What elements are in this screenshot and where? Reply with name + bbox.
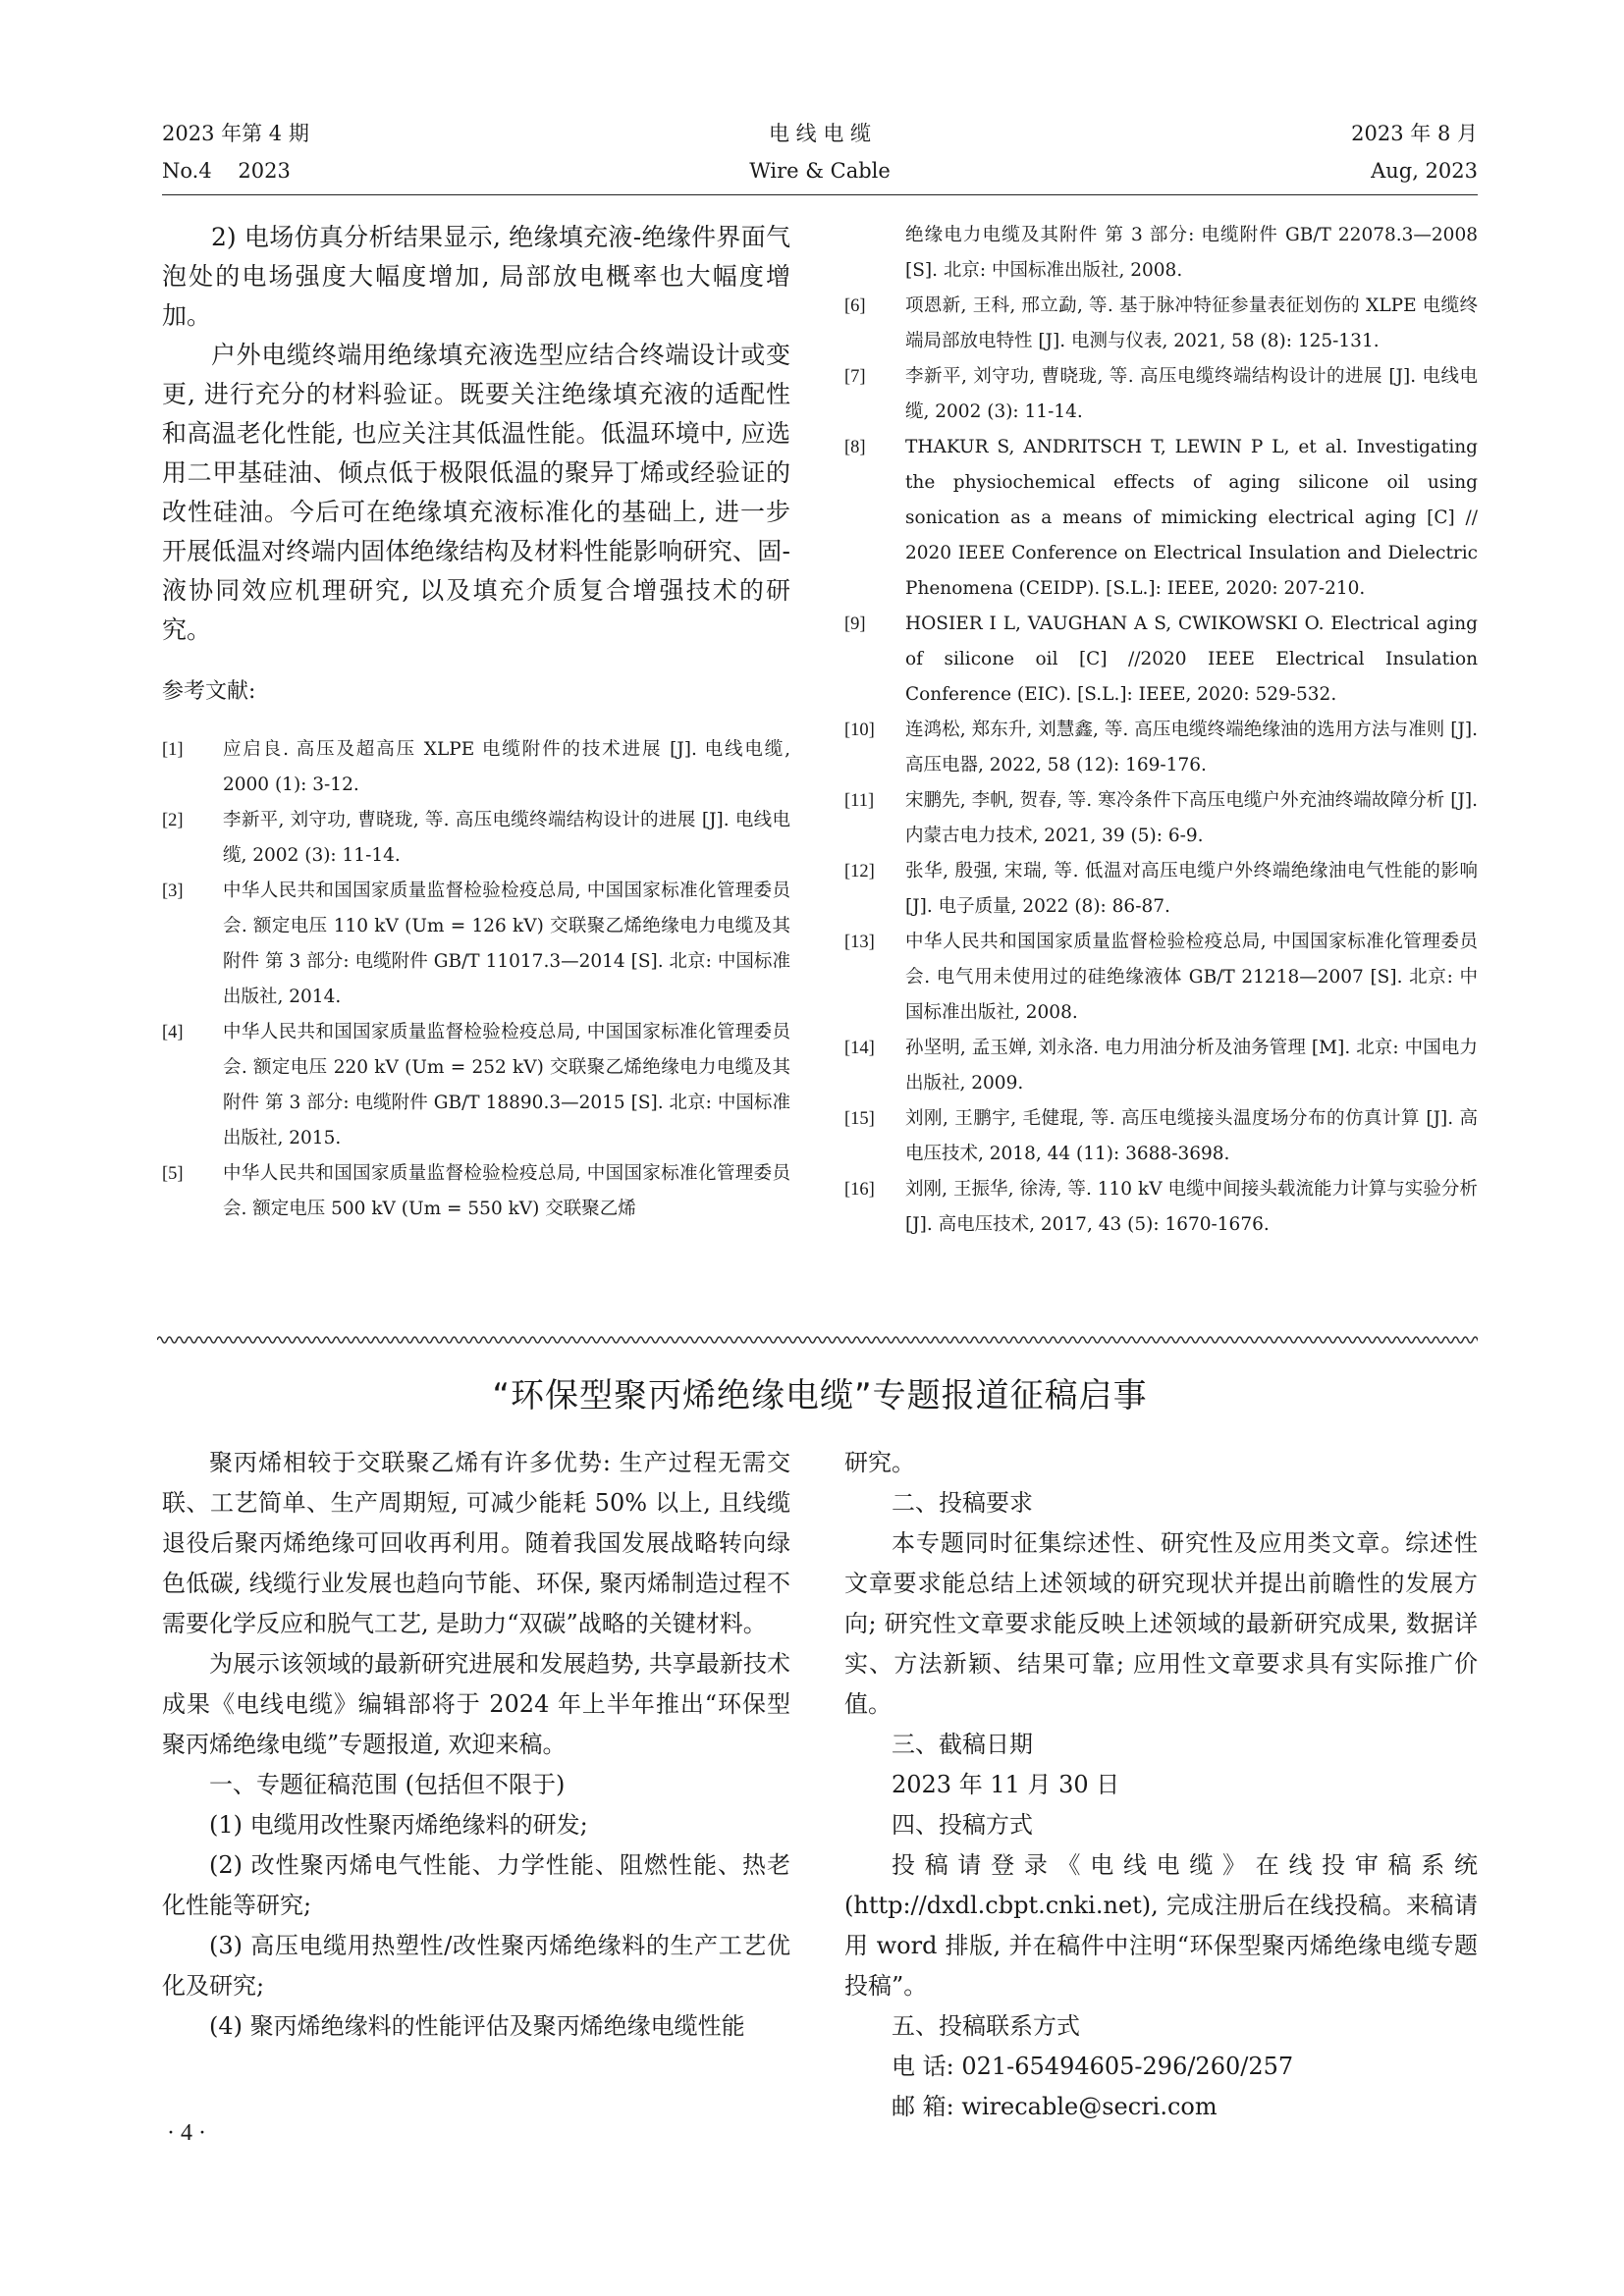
reference-text: 连鸿松, 郑东升, 刘慧鑫, 等. 高压电缆终端绝缘油的选用方法与准则 [J]. 高压电器, 2022, 58 (12): 169-176. [905,720,1478,775]
reference-item [844,1101,1478,1172]
scope-item: (2) 改性聚丙烯电气性能、力学性能、阻燃性能、热老化性能等研究; [162,1851,790,1919]
wave-divider [157,1333,1478,1347]
reference-text: 应启良. 高压及超高压 XLPE 电缆附件的技术进展 [J]. 电线电缆, 2000 (1): 3-12. [223,739,790,795]
header-rule [162,194,1478,195]
reference-text: THAKUR S, ANDRITSCH T, LEWIN P L, et al. Investigating the physiochemical effects of aging silicone oil using sonication as a means of mimicking electrical aging [C] // 2020 IEEE Conference on Electrical Insulation and Dielectric Phenomena (CEIDP). [S.L.]: IEEE, 2020: 207-210. [905,437,1478,599]
reference-number: [5] [162,1164,184,1184]
reference-text: 中华人民共和国国家质量监督检验检疫总局, 中国国家标准化管理委员会. 额定电压 500 kV (Um = 550 kV) 交联聚乙烯 [223,1163,790,1219]
reference-text: 中华人民共和国国家质量监督检验检疫总局, 中国国家标准化管理委员会. 电气用未使用过的硅绝缘液体 GB/T 21218—2007 [S]. 北京: 中国标准出版社, 2008. [905,932,1478,1023]
scope-item-continuation: 研究。 [844,1449,915,1476]
issue-label: 2023 年第 4 期 [162,122,309,145]
reference-item [162,732,790,803]
reference-text: HOSIER I L, VAUGHAN A S, CWIKOWSKI O. Electrical aging of silicone oil [C] //2020 IEEE Electrical Insulation Conference (EIC). [S.L.]: IEEE, 2020: 529-532. [905,614,1478,705]
issue-label-en: No.4 2023 [162,159,291,183]
date-label-en: Aug, 2023 [1371,159,1478,183]
references-heading: 参考文献: [162,679,256,704]
section-deadline-heading: 三、截稿日期 [892,1731,1033,1758]
announcement-right-column [844,1443,1478,2127]
reference-number: [14] [844,1039,875,1058]
reference-item [844,854,1478,925]
reference-item [844,713,1478,783]
announcement-left-column [162,1443,790,2047]
running-header-top [162,120,1478,147]
deadline-date: 2023 年 11 月 30 日 [892,1771,1120,1798]
scope-item: (1) 电缆用改性聚丙烯绝缘料的研发; [209,1811,588,1839]
scope-item: (3) 高压电缆用热塑性/改性聚丙烯绝缘料的生产工艺优化及研究; [162,1932,790,2000]
requirements-text: 本专题同时征集综述性、研究性及应用类文章。综述性文章要求能总结上述领域的研究现状并提出前瞻性的发展方向; 研究性文章要求能反映上述领域的最新研究成果, 数据详实、方法新颖、结果可靠; 应用性文章要求具有实际推广价值。 [844,1529,1478,1718]
reference-number: [4] [162,1023,184,1042]
reference-number: [11] [844,791,875,811]
reference-number: [13] [844,933,875,952]
page-number: · 4 · [167,2120,206,2146]
reference-item [162,1156,790,1227]
section-scope-heading: 一、专题征稿范围 (包括但不限于) [209,1771,566,1798]
reference-text: 李新平, 刘守功, 曹晓珑, 等. 高压电缆终端结构设计的进展 [J]. 电线电缆, 2002 (3): 11-14. [223,810,790,866]
reference-text: 宋鹏先, 李帆, 贺春, 等. 寒冷条件下高压电缆户外充油终端故障分析 [J]. 内蒙古电力技术, 2021, 39 (5): 6-9. [905,790,1478,846]
reference-text: 刘刚, 王鹏宇, 毛健琨, 等. 高压电缆接头温度场分布的仿真计算 [J]. 高电压技术, 2018, 44 (11): 3688-3698. [905,1108,1478,1164]
announcement-intro: 聚丙烯相较于交联聚乙烯有许多优势: 生产过程无需交联、工艺简单、生产周期短, 可减少能耗 50% 以上, 且线缆退役后聚丙烯绝缘可回收再利用。随着我国发展战略转向绿色低碳, 线缆行业发展也趋向节能、环保, 聚丙烯制造过程不需要化学反应和脱气工艺, 是助力“双碳”战略的关键材料。 [162,1449,790,1637]
reference-item [844,1031,1478,1101]
scope-item: (4) 聚丙烯绝缘料的性能评估及聚丙烯绝缘电缆性能 [209,2012,745,2040]
reference-number: [7] [844,367,866,387]
reference-text: 张华, 殷强, 宋瑞, 等. 低温对高压电缆户外终端绝缘油电气性能的影响 [J]. 电子质量, 2022 (8): 86-87. [905,861,1478,917]
contact-phone: 电 话: 021-65494605-296/260/257 [892,2053,1294,2080]
date-label-cn: 2023 年 8 月 [1351,122,1478,145]
reference-text: 刘刚, 王振华, 徐涛, 等. 110 kV 电缆中间接头载流能力计算与实验分析 [J]. 高电压技术, 2017, 43 (5): 1670-1676. [905,1179,1478,1235]
reference-number: [9] [844,614,866,634]
reference-text: 项恩新, 王科, 邢立勐, 等. 基于脉冲特征参量表征划伤的 XLPE 电缆终端局部放电特性 [J]. 电测与仪表, 2021, 58 (8): 125-131. [905,295,1478,351]
reference-item [162,803,790,874]
reference-item [844,925,1478,1031]
reference-text: 李新平, 刘守功, 曹晓珑, 等. 高压电缆终端结构设计的进展 [J]. 电线电缆, 2002 (3): 11-14. [905,366,1478,422]
journal-title-en: Wire & Cable [749,159,891,183]
announcement-title: “环保型聚丙烯绝缘电缆”专题报道征稿启事 [492,1376,1148,1415]
reference-number: [12] [844,862,875,881]
section-requirements-heading: 二、投稿要求 [892,1489,1033,1517]
announcement-purpose: 为展示该领域的最新研究进展和发展趋势, 共享最新技术成果《电线电缆》编辑部将于 2024 年上半年推出“环保型聚丙烯绝缘电缆”专题报道, 欢迎来稿。 [162,1650,790,1758]
reference-text: 中华人民共和国国家质量监督检验检疫总局, 中国国家标准化管理委员会. 额定电压 220 kV (Um = 252 kV) 交联聚乙烯绝缘电力电缆及其附件 第 3 部分: 电缆附件 GB/T 18890.3—2015 [S]. 北京: 中国标准出版社, 2015. [223,1022,790,1148]
reference-text: 中华人民共和国国家质量监督检验检疫总局, 中国国家标准化管理委员会. 额定电压 110 kV (Um = 126 kV) 交联聚乙烯绝缘电力电缆及其附件 第 3 部分: 电缆附件 GB/T 11017.3—2014 [S]. 北京: 中国标准出版社, 2014. [223,881,790,1007]
running-header-bottom [162,157,1478,185]
reference-number: [2] [162,811,184,830]
reference-item [844,289,1478,359]
reference-number: [3] [162,881,184,901]
reference-item [844,783,1478,854]
reference-item [162,1015,790,1156]
submission-text: 投稿请登录《电线电缆》在线投审稿系统 (http://dxdl.cbpt.cnki.net), 完成注册后在线投稿。来稿请用 word 排版, 并在稿件中注明“环保型聚丙烯绝缘电缆专题投稿”。 [844,1851,1478,2000]
right-column [844,218,1478,1243]
left-column [162,218,790,1227]
reference-item [844,607,1478,713]
reference-item [844,1172,1478,1243]
contact-email: 邮 箱: wirecable@secri.com [892,2093,1218,2120]
reference-number: [8] [844,438,866,457]
reference-number: [16] [844,1180,875,1200]
reference-continuation: 绝缘电力电缆及其附件 第 3 部分: 电缆附件 GB/T 22078.3—2008 [S]. 北京: 中国标准出版社, 2008. [905,225,1478,281]
section-contact-heading: 五、投稿联系方式 [892,2012,1080,2040]
reference-item [844,430,1478,607]
reference-item [162,874,790,1015]
reference-text: 孙坚明, 孟玉婵, 刘永洛. 电力用油分析及油务管理 [M]. 北京: 中国电力出版社, 2009. [905,1038,1478,1094]
reference-number: [1] [162,740,184,760]
journal-title-cn: 电 线 电 缆 [768,122,872,145]
conclusion-paragraph: 户外电缆终端用绝缘填充液选型应结合终端设计或变更, 进行充分的材料验证。既要关注绝缘填充液的适配性和高温老化性能, 也应关注其低温性能。低温环境中, 应选用二甲基硅油、倾点低于极限低温的聚异丁烯或经验证的改性硅油。今后可在绝缘填充液标准化的基础上, 进一步开展低温对终端内固体绝缘结构及材料性能影响研究、固-液协同效应机理研究, 以及填充介质复合增强技术的研究。 [162,341,790,644]
reference-number: [6] [844,296,866,316]
conclusion-point-2: 2) 电场仿真分析结果显示, 绝缘填充液-绝缘件界面气泡处的电场强度大幅度增加, 局部放电概率也大幅度增加。 [162,223,790,330]
section-submission-heading: 四、投稿方式 [892,1811,1033,1839]
reference-item [844,359,1478,430]
reference-number: [10] [844,721,875,740]
reference-number: [15] [844,1109,875,1129]
